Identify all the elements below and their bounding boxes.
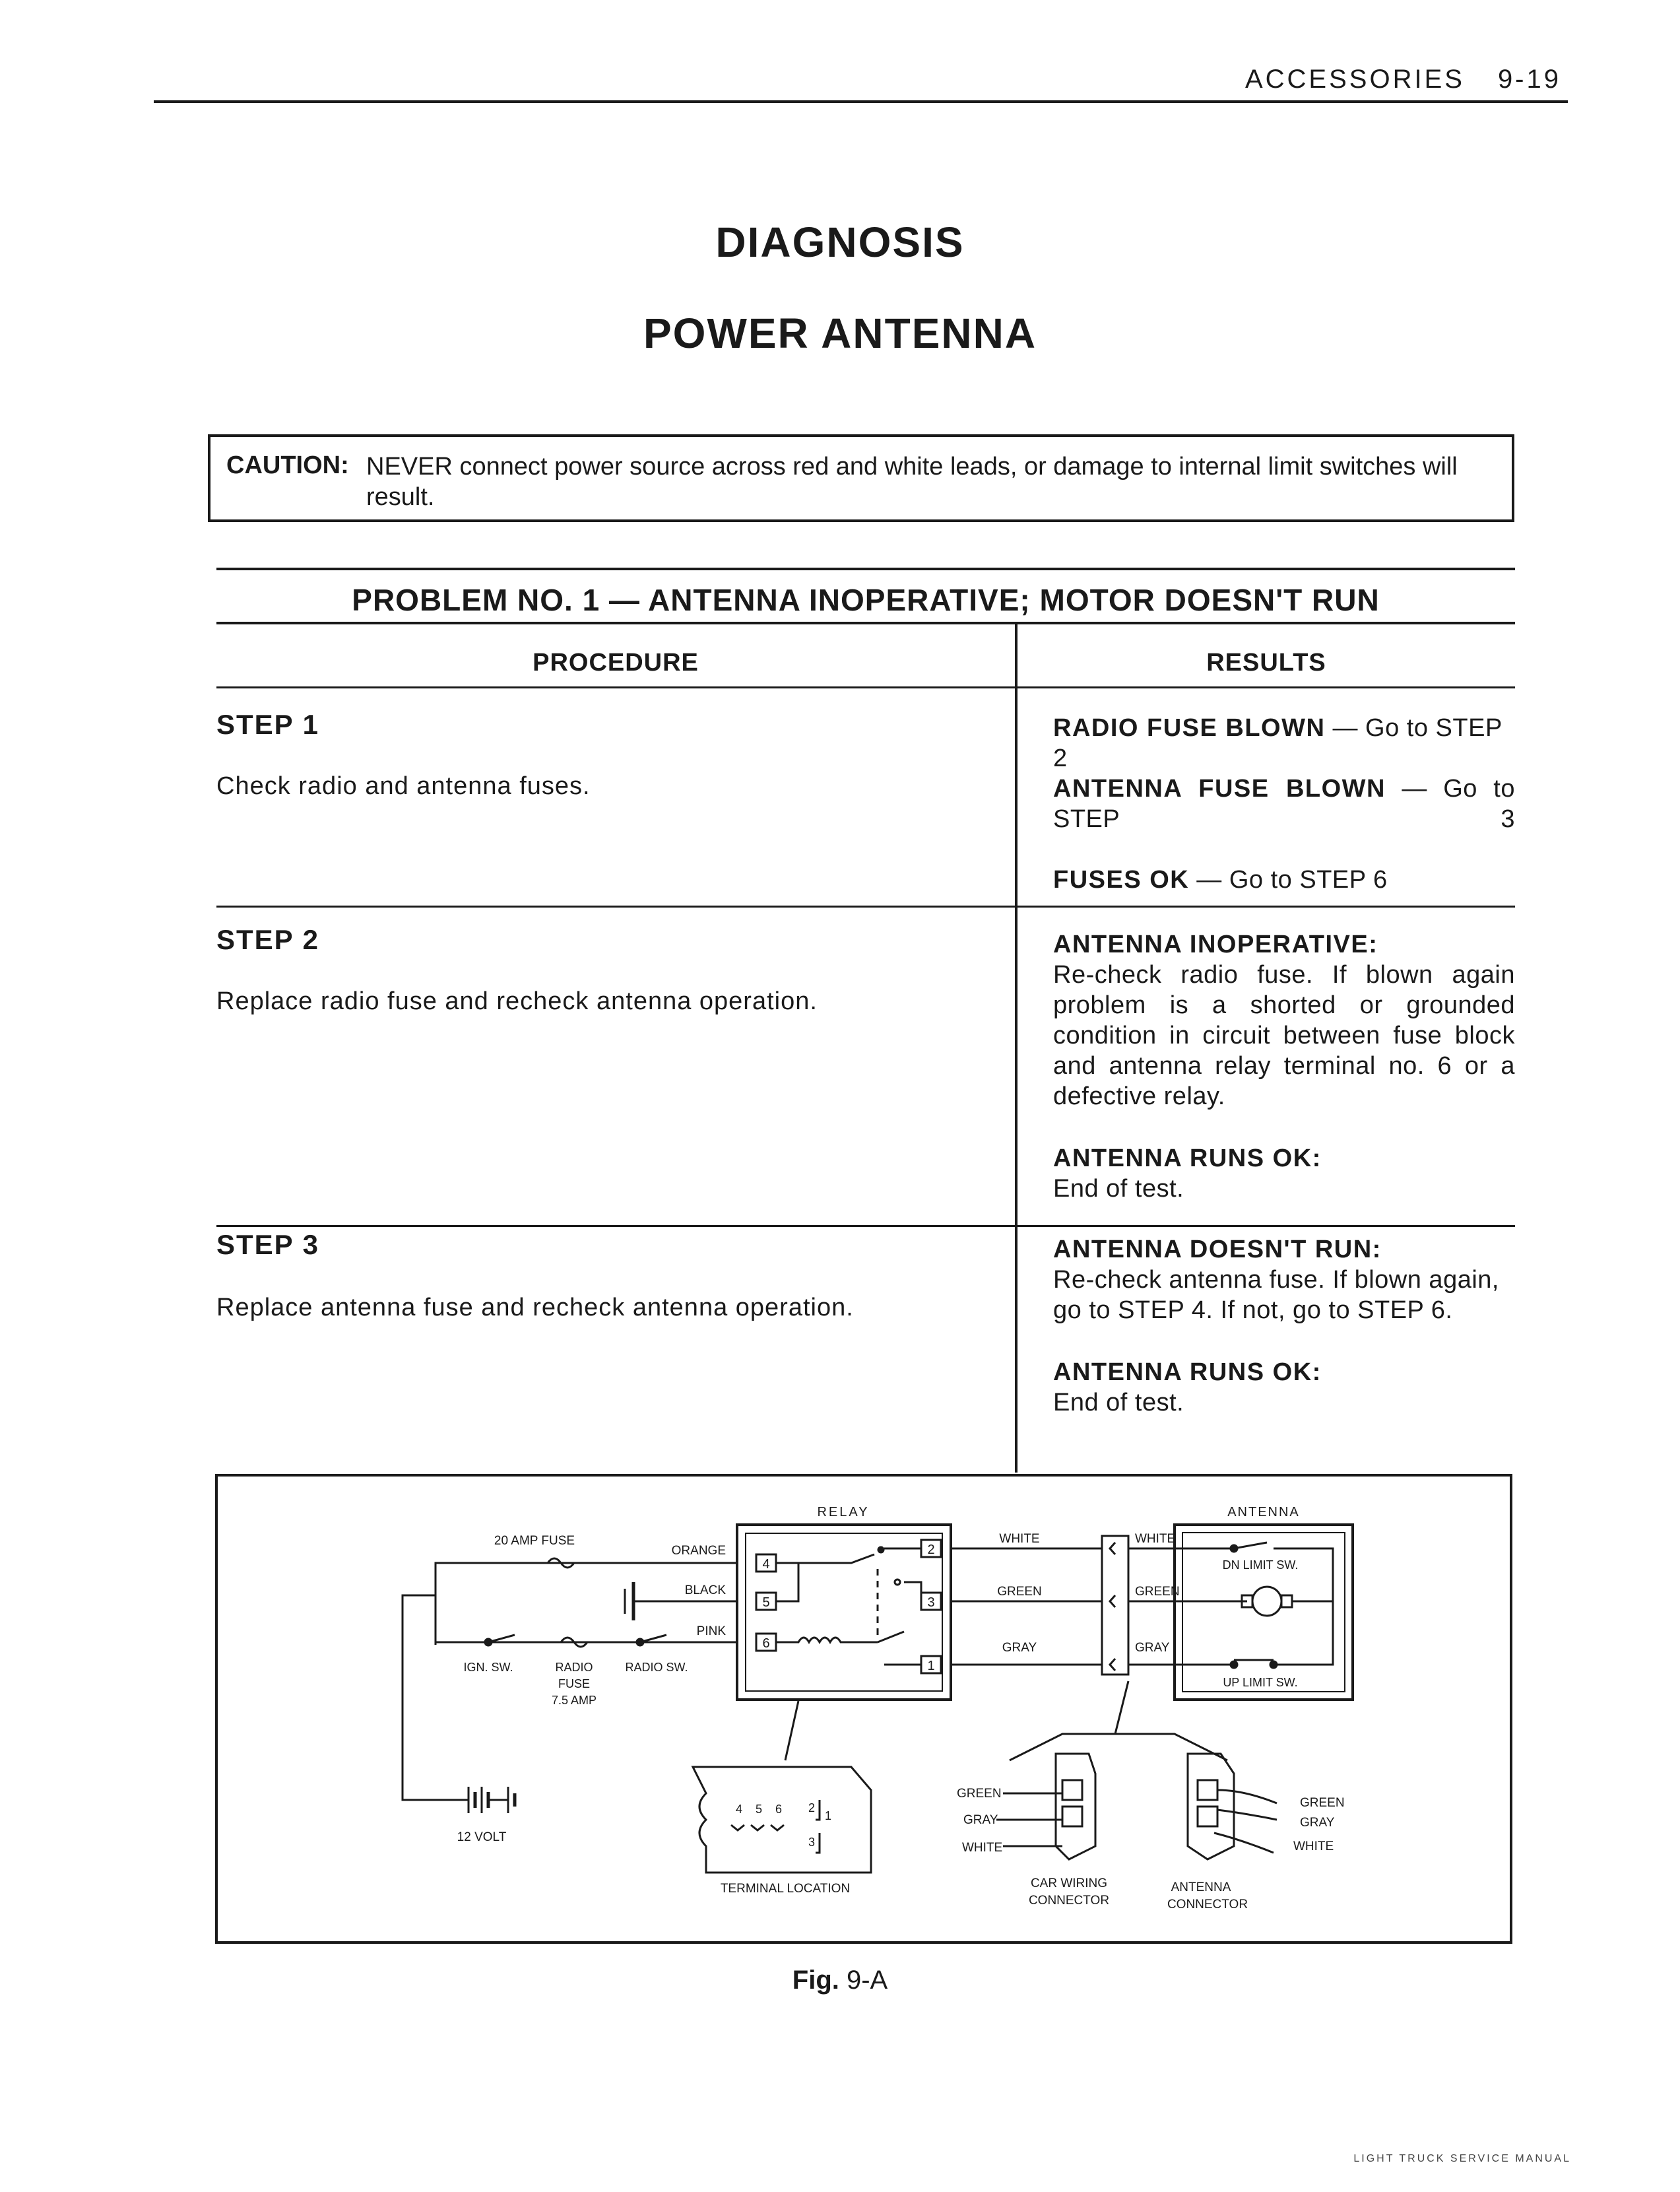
radio-fuse-label-2: FUSE: [558, 1677, 591, 1690]
step-3-label: STEP 3: [216, 1229, 319, 1260]
ant-conn-white-label: WHITE: [1293, 1840, 1334, 1853]
conn-gray-label: GRAY: [963, 1813, 998, 1827]
result-head: FUSES OK: [1053, 866, 1190, 894]
car-wiring-label-2: CONNECTOR: [1028, 1894, 1110, 1908]
ant-conn-gray-label: GRAY: [1300, 1816, 1335, 1830]
step-1-result-1: [1053, 713, 1515, 774]
terminal-5: 5: [762, 1595, 770, 1610]
terminal-3: 3: [927, 1595, 935, 1610]
antenna-connector-label-1: ANTENNA: [1171, 1880, 1231, 1894]
wire-green-label: GREEN: [997, 1585, 1042, 1599]
page-subtitle: POWER ANTENNA: [643, 310, 1037, 357]
caution-label: CAUTION:: [226, 451, 349, 479]
radio-fuse-label-1: RADIO: [555, 1661, 593, 1674]
problem-title: PROBLEM NO. 1 — ANTENNA INOPERATIVE; MOTOR DOESN'T RUN: [352, 583, 1380, 617]
column-header-rule: [216, 686, 1515, 688]
caution-text: NEVER connect power source across red and white leads, or damage to internal limit switches will result.: [366, 453, 1458, 511]
pin-4: 4: [735, 1803, 743, 1816]
pin-3: 3: [808, 1836, 816, 1849]
car-wiring-label-1: CAR WIRING: [1030, 1876, 1108, 1890]
radio-fuse-label-3: 7.5 AMP: [551, 1694, 597, 1707]
ant-wire-gray-label: GRAY: [1135, 1641, 1170, 1655]
step-2-rule: [216, 1225, 1515, 1227]
result-text: — Go to STEP 6: [1189, 866, 1388, 894]
terminal-4: 4: [762, 1557, 770, 1572]
ant-wire-white-label: WHITE: [1135, 1532, 1176, 1546]
result-text: Re-check radio fuse. If blown again problem is a shorted or grounded condition in circuit between fuse block and antenna relay terminal no. 6 or a defective relay.: [1053, 961, 1515, 1110]
running-header: [1245, 65, 1561, 94]
step-3-result-1: [1053, 1234, 1522, 1325]
result-head: ANTENNA INOPERATIVE:: [1053, 931, 1378, 958]
relay-box: [737, 1525, 951, 1700]
step-2-result-1: [1053, 929, 1515, 1112]
fuse-20-amp-label: 20 AMP FUSE: [494, 1534, 575, 1548]
page-title: DIAGNOSIS: [715, 218, 965, 266]
result-text: — Go to STEP 2: [1053, 714, 1502, 772]
result-text: — Go to STEP 3: [1053, 775, 1515, 833]
result-head: ANTENNA DOESN'T RUN:: [1053, 1236, 1382, 1263]
step-2-procedure: Replace radio fuse and recheck antenna operation.: [216, 987, 818, 1015]
table-top-rule: [216, 568, 1515, 570]
figure-caption: [0, 1966, 1680, 1995]
ant-conn-green-label: GREEN: [1300, 1796, 1345, 1810]
terminal-location-illustration: [693, 1767, 871, 1873]
pin-2: 2: [808, 1801, 816, 1814]
result-text: Re-check antenna fuse. If blown again, go to STEP 4. If not, go to STEP 6.: [1053, 1266, 1499, 1324]
step-3-procedure: Replace antenna fuse and recheck antenna operation.: [216, 1294, 854, 1321]
step-2-label: STEP 2: [216, 924, 319, 955]
result-head: RADIO FUSE BLOWN: [1053, 714, 1326, 742]
header-rule: [154, 100, 1568, 103]
step-2-result-2: [1053, 1143, 1515, 1204]
step-3-result-2: [1053, 1357, 1515, 1418]
ign-switch-label: IGN. SW.: [463, 1661, 513, 1674]
result-text: End of test.: [1053, 1175, 1184, 1203]
radio-switch-label: RADIO SW.: [625, 1661, 688, 1674]
step-1-label: STEP 1: [216, 709, 319, 740]
column-divider: [1015, 624, 1018, 1473]
result-head: ANTENNA RUNS OK:: [1053, 1145, 1322, 1172]
figure-caption-prefix: Fig.: [792, 1966, 839, 1995]
wire-white-label: WHITE: [999, 1532, 1040, 1546]
antenna-label: ANTENNA: [1227, 1505, 1300, 1519]
step-1-rule: [216, 906, 1515, 908]
terminal-2: 2: [927, 1543, 935, 1557]
wire-pink-label: PINK: [696, 1624, 726, 1638]
results-column-header: RESULTS: [1206, 649, 1326, 677]
step-1-result-2: [1053, 774, 1515, 834]
wire-orange-label: ORANGE: [671, 1544, 726, 1558]
terminal-location-label: TERMINAL LOCATION: [720, 1882, 851, 1896]
page-number: 9-19: [1497, 65, 1561, 94]
wiring-diagram-box: [215, 1474, 1512, 1944]
terminal-1: 1: [927, 1659, 935, 1673]
terminal-6: 6: [762, 1636, 770, 1651]
result-text: End of test.: [1053, 1389, 1184, 1416]
relay-label: RELAY: [817, 1505, 870, 1519]
wire-gray-label: GRAY: [1002, 1641, 1037, 1655]
page-footer: LIGHT TRUCK SERVICE MANUAL: [1353, 2153, 1571, 2164]
result-head: ANTENNA RUNS OK:: [1053, 1358, 1322, 1386]
conn-green-label: GREEN: [957, 1787, 1002, 1801]
figure-caption-number: 9-A: [846, 1966, 888, 1995]
result-head: ANTENNA FUSE BLOWN: [1053, 775, 1386, 803]
pin-1: 1: [824, 1809, 832, 1822]
up-limit-switch-label: UP LIMIT SW.: [1223, 1676, 1298, 1689]
step-1-procedure: Check radio and antenna fuses.: [216, 772, 591, 800]
conn-white-label: WHITE: [962, 1841, 1003, 1855]
problem-title-rule: [216, 622, 1515, 624]
pin-5: 5: [755, 1803, 763, 1816]
procedure-column-header: PROCEDURE: [533, 649, 699, 677]
wiring-diagram: [218, 1477, 1510, 1941]
battery-label: 12 VOLT: [457, 1830, 507, 1844]
antenna-connector-label-2: CONNECTOR: [1167, 1898, 1248, 1911]
dn-limit-switch-label: DN LIMIT SW.: [1222, 1558, 1299, 1572]
ant-wire-green-label: GREEN: [1135, 1585, 1180, 1599]
caution-box: [208, 434, 1514, 522]
section-name: ACCESSORIES: [1244, 65, 1465, 94]
step-1-result-3: [1053, 865, 1515, 895]
wire-black-label: BLACK: [684, 1583, 726, 1597]
pin-6: 6: [775, 1803, 783, 1816]
antenna-box: [1175, 1525, 1353, 1700]
